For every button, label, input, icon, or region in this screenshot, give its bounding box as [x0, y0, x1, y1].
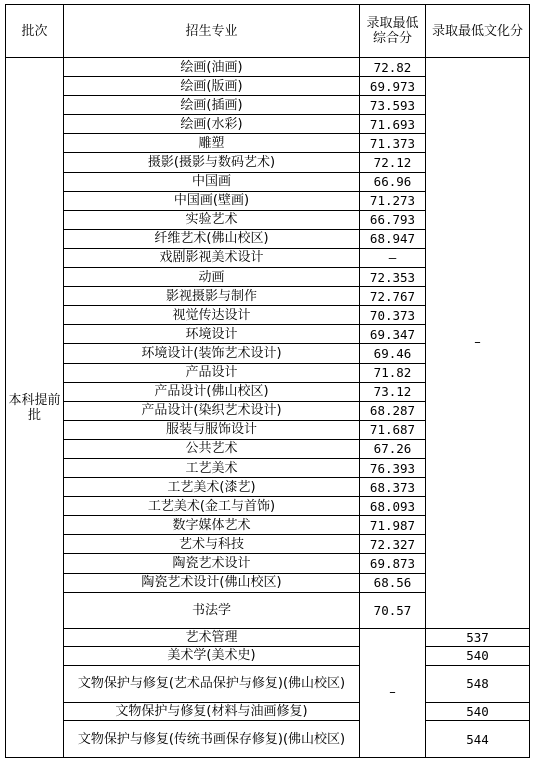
table-row [6, 702, 530, 721]
composite-score-cell: 69.46 [360, 344, 426, 363]
header-row [6, 5, 530, 58]
culture-score-cell: 544 [426, 721, 530, 758]
culture-score-cell: 540 [426, 647, 530, 666]
composite-score-cell: 69.347 [360, 325, 426, 344]
major-cell: 陶瓷艺术设计 [64, 554, 360, 573]
admission-table [5, 4, 530, 758]
major-cell: 工艺美术(漆艺) [64, 478, 360, 497]
major-cell: 文物保护与修复(传统书画保存修复)(佛山校区) [64, 721, 360, 758]
composite-score-cell: 71.273 [360, 191, 426, 210]
major-cell: 文物保护与修复(材料与油画修复) [64, 702, 360, 721]
composite-score-cell: 72.82 [360, 58, 426, 77]
culture-score-merged-cell: – [426, 58, 530, 629]
major-cell: 书法学 [64, 592, 360, 628]
major-cell: 艺术管理 [64, 628, 360, 647]
composite-score-cell: – [360, 248, 426, 267]
major-cell: 摄影(摄影与数码艺术) [64, 153, 360, 172]
major-cell: 戏剧影视美术设计 [64, 248, 360, 267]
composite-score-cell: 68.947 [360, 229, 426, 248]
composite-score-cell: 71.987 [360, 516, 426, 535]
composite-score-cell: 73.12 [360, 382, 426, 401]
major-cell: 影视摄影与制作 [64, 287, 360, 306]
major-cell: 动画 [64, 268, 360, 287]
header-major: 招生专业 [64, 5, 360, 58]
major-cell: 实验艺术 [64, 210, 360, 229]
major-cell: 陶瓷艺术设计(佛山校区) [64, 573, 360, 592]
table-row [6, 721, 530, 758]
major-cell: 绘画(油画) [64, 58, 360, 77]
composite-score-cell: 72.353 [360, 268, 426, 287]
composite-score-cell: 68.373 [360, 478, 426, 497]
major-cell: 美术学(美术史) [64, 647, 360, 666]
major-cell: 产品设计(佛山校区) [64, 382, 360, 401]
table-row [6, 628, 530, 647]
table-body [6, 58, 530, 758]
major-cell: 数字媒体艺术 [64, 516, 360, 535]
table-row [6, 665, 530, 702]
major-cell: 工艺美术 [64, 458, 360, 477]
composite-score-cell: 66.96 [360, 172, 426, 191]
major-cell: 文物保护与修复(艺术品保护与修复)(佛山校区) [64, 665, 360, 702]
header-composite: 录取最低综合分 [360, 5, 426, 58]
major-cell: 环境设计 [64, 325, 360, 344]
composite-score-cell: 72.327 [360, 535, 426, 554]
major-cell: 雕塑 [64, 134, 360, 153]
batch-cell: 本科提前批 [6, 58, 64, 758]
table-row [6, 647, 530, 666]
major-cell: 纤维艺术(佛山校区) [64, 229, 360, 248]
composite-score-cell: 69.873 [360, 554, 426, 573]
composite-score-merged-cell: – [360, 628, 426, 758]
composite-score-cell: 73.593 [360, 96, 426, 115]
composite-score-cell: 72.12 [360, 153, 426, 172]
composite-score-cell: 71.373 [360, 134, 426, 153]
major-cell: 产品设计 [64, 363, 360, 382]
major-cell: 产品设计(染织艺术设计) [64, 401, 360, 420]
major-cell: 服装与服饰设计 [64, 420, 360, 439]
composite-score-cell: 68.287 [360, 401, 426, 420]
composite-score-cell: 69.973 [360, 77, 426, 96]
major-cell: 环境设计(装饰艺术设计) [64, 344, 360, 363]
major-cell: 绘画(插画) [64, 96, 360, 115]
major-cell: 工艺美术(金工与首饰) [64, 497, 360, 516]
major-cell: 中国画(壁画) [64, 191, 360, 210]
major-cell: 公共艺术 [64, 439, 360, 458]
composite-score-cell: 66.793 [360, 210, 426, 229]
major-cell: 艺术与科技 [64, 535, 360, 554]
composite-score-cell: 71.693 [360, 115, 426, 134]
header-culture: 录取最低文化分 [426, 5, 530, 58]
composite-score-cell: 70.57 [360, 592, 426, 628]
culture-score-cell: 537 [426, 628, 530, 647]
composite-score-cell: 68.56 [360, 573, 426, 592]
composite-score-cell: 71.82 [360, 363, 426, 382]
composite-score-cell: 67.26 [360, 439, 426, 458]
header-batch: 批次 [6, 5, 64, 58]
major-cell: 视觉传达设计 [64, 306, 360, 325]
composite-score-cell: 70.373 [360, 306, 426, 325]
composite-score-cell: 68.093 [360, 497, 426, 516]
composite-score-cell: 76.393 [360, 458, 426, 477]
major-cell: 绘画(版画) [64, 77, 360, 96]
composite-score-cell: 72.767 [360, 287, 426, 306]
culture-score-cell: 540 [426, 702, 530, 721]
composite-score-cell: 71.687 [360, 420, 426, 439]
major-cell: 绘画(水彩) [64, 115, 360, 134]
culture-score-cell: 548 [426, 665, 530, 702]
table-row [6, 58, 530, 77]
major-cell: 中国画 [64, 172, 360, 191]
